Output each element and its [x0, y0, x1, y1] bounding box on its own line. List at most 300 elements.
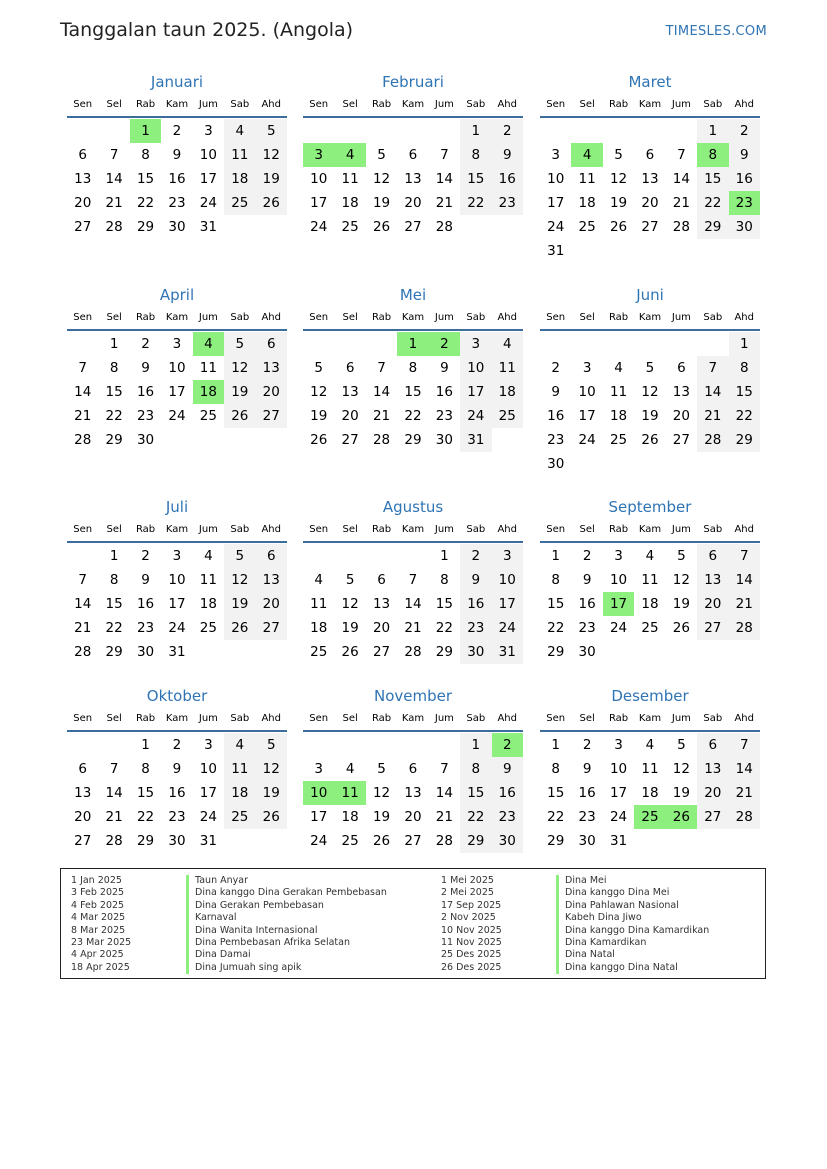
day-cell: 6	[345, 360, 355, 376]
legend-date: 10 Nov 2025	[441, 924, 502, 936]
month-name: Juni	[636, 286, 664, 304]
day-cell: 24	[199, 809, 217, 825]
holiday-day-cell: 1	[397, 332, 428, 356]
day-cell: 31	[460, 428, 491, 452]
day-cell: 11	[199, 572, 217, 588]
day-cell: 26	[224, 616, 255, 640]
day-cell: 9	[172, 147, 182, 163]
day-cell: 19	[609, 195, 628, 211]
empty-cell	[303, 332, 334, 356]
day-cell: 13	[256, 568, 287, 592]
weekday-label: Rab	[608, 312, 629, 323]
weekday-label: Rab	[371, 312, 392, 323]
legend-date: 8 Mar 2025	[71, 924, 126, 936]
legend-date: 1 Mei 2025	[441, 875, 494, 886]
day-cell: 14	[672, 171, 690, 187]
day-cell: 30	[136, 432, 155, 448]
day-cell: 5	[256, 119, 287, 143]
day-cell: 11	[224, 757, 255, 781]
day-cell: 17	[168, 384, 186, 400]
day-cell: 27	[697, 805, 728, 829]
day-cell: 1	[460, 733, 491, 757]
weekday-label: Sab	[703, 312, 723, 323]
day-cell: 7	[78, 360, 87, 376]
day-cell: 19	[256, 167, 287, 191]
legend-holiday-name: Dina kanggo Dina Kamardikan	[556, 925, 709, 937]
weekday-label: Rab	[371, 99, 392, 110]
day-cell: 18	[609, 408, 628, 424]
day-cell: 15	[460, 167, 491, 191]
day-cell: 12	[256, 757, 287, 781]
weekday-label: Sen	[546, 713, 566, 724]
empty-cell	[634, 332, 665, 356]
day-cell: 11	[224, 143, 255, 167]
day-cell: 29	[435, 644, 453, 660]
day-cell: 24	[578, 432, 596, 448]
day-cell: 7	[677, 147, 686, 163]
empty-cell	[397, 733, 428, 757]
day-cell: 6	[408, 761, 418, 777]
day-cell: 1	[141, 737, 150, 753]
day-cell: 3	[582, 360, 592, 376]
day-cell: 8	[109, 572, 119, 588]
day-cell: 27	[74, 219, 92, 235]
weekday-label: Jum	[434, 312, 454, 323]
day-cell: 28	[105, 833, 123, 849]
day-grid	[67, 332, 287, 452]
day-cell: 7	[377, 360, 386, 376]
weekday-header	[540, 94, 760, 118]
day-cell: 2	[460, 544, 491, 568]
weekday-label: Ahd	[497, 713, 517, 724]
day-cell: 29	[136, 833, 155, 849]
legend-date: 18 Apr 2025	[71, 961, 130, 973]
day-cell: 12	[372, 171, 391, 187]
day-cell: 27	[641, 219, 659, 235]
day-cell: 30	[136, 644, 155, 660]
weekday-header	[303, 519, 523, 543]
month-november	[303, 684, 523, 853]
empty-cell	[397, 119, 428, 143]
legend-holiday-name: Dina kanggo Dina Gerakan Pembebasan	[186, 887, 387, 899]
day-cell: 24	[199, 195, 217, 211]
weekday-label: Sel	[579, 524, 595, 535]
day-cell: 27	[372, 644, 391, 660]
weekday-header	[303, 307, 523, 331]
day-cell: 6	[78, 761, 87, 777]
day-cell: 22	[460, 191, 491, 215]
empty-cell	[303, 733, 334, 757]
day-cell: 16	[547, 408, 565, 424]
month-name: Juli	[165, 498, 189, 516]
day-cell: 6	[677, 360, 686, 376]
month-name: April	[159, 286, 195, 304]
legend-holiday-name: Dina Pembebasan Afrika Selatan	[186, 937, 350, 949]
month-april	[67, 283, 287, 452]
day-cell: 1	[551, 737, 560, 753]
day-cell: 29	[547, 833, 565, 849]
day-cell: 16	[460, 592, 491, 616]
month-mei	[303, 283, 523, 452]
day-cell: 12	[641, 384, 659, 400]
weekday-label: Rab	[135, 524, 156, 535]
day-cell: 17	[547, 195, 565, 211]
month-name: Februari	[382, 73, 444, 91]
day-cell: 8	[109, 360, 119, 376]
day-cell: 2	[141, 336, 150, 352]
holiday-day-cell: 8	[697, 143, 728, 167]
day-cell: 7	[729, 733, 760, 757]
weekday-label: Jum	[671, 524, 691, 535]
weekday-label: Ahd	[261, 524, 281, 535]
day-cell: 5	[614, 147, 623, 163]
day-cell: 19	[310, 408, 328, 424]
day-cell: 31	[547, 243, 565, 259]
weekday-label: Sab	[466, 312, 486, 323]
day-cell: 27	[672, 432, 690, 448]
day-cell: 19	[672, 785, 690, 801]
day-cell: 17	[492, 592, 523, 616]
weekday-label: Rab	[608, 524, 629, 535]
weekday-header	[540, 708, 760, 732]
day-cell: 19	[224, 592, 255, 616]
day-cell: 19	[641, 408, 659, 424]
day-cell: 17	[460, 380, 491, 404]
weekday-header	[540, 519, 760, 543]
day-cell: 17	[168, 596, 186, 612]
day-cell: 14	[105, 785, 123, 801]
day-cell: 7	[78, 572, 87, 588]
day-cell: 15	[435, 596, 453, 612]
day-cell: 8	[440, 572, 449, 588]
legend-holiday-name: Dina Gerakan Pembebasan	[186, 900, 324, 912]
weekday-label: Kam	[165, 312, 189, 323]
day-cell: 6	[645, 147, 655, 163]
day-cell: 16	[492, 167, 523, 191]
empty-cell	[634, 119, 665, 143]
weekday-label: Rab	[608, 713, 629, 724]
day-cell: 26	[672, 620, 690, 636]
day-cell: 20	[672, 408, 690, 424]
day-cell: 12	[609, 171, 628, 187]
day-cell: 23	[460, 616, 491, 640]
day-cell: 25	[641, 620, 659, 636]
day-cell: 18	[224, 167, 255, 191]
weekday-label: Sen	[73, 99, 93, 110]
empty-cell	[397, 544, 428, 568]
day-cell: 25	[199, 408, 217, 424]
day-cell: 22	[435, 620, 453, 636]
day-cell: 22	[404, 408, 422, 424]
day-cell: 30	[547, 456, 565, 472]
day-grid	[303, 733, 523, 853]
month-name: November	[373, 687, 453, 705]
day-cell: 27	[256, 616, 287, 640]
weekday-label: Sab	[466, 99, 486, 110]
day-cell: 30	[729, 215, 760, 239]
day-cell: 4	[224, 119, 255, 143]
day-cell: 28	[697, 428, 728, 452]
day-cell: 11	[609, 384, 628, 400]
day-cell: 18	[224, 781, 255, 805]
day-cell: 12	[372, 785, 391, 801]
day-cell: 19	[224, 380, 255, 404]
day-cell: 15	[136, 785, 155, 801]
day-cell: 13	[697, 568, 728, 592]
day-cell: 23	[168, 195, 186, 211]
day-cell: 5	[256, 733, 287, 757]
legend-date: 11 Nov 2025	[441, 936, 502, 948]
day-cell: 22	[105, 408, 123, 424]
day-cell: 8	[551, 761, 560, 777]
page-title: Tanggalan taun 2025. (Angola)	[60, 19, 354, 41]
day-cell: 6	[697, 733, 728, 757]
day-cell: 24	[492, 616, 523, 640]
month-name: September	[608, 498, 692, 516]
day-cell: 27	[404, 833, 422, 849]
day-cell: 20	[372, 620, 391, 636]
legend-holiday-name: Dina Jumuah sing apik	[186, 962, 301, 974]
legend-date: 3 Feb 2025	[71, 887, 125, 899]
weekday-label: Sab	[703, 99, 723, 110]
day-cell: 28	[729, 616, 760, 640]
day-cell: 29	[404, 432, 422, 448]
weekday-label: Rab	[135, 99, 156, 110]
day-cell: 30	[435, 432, 453, 448]
day-cell: 12	[341, 596, 359, 612]
day-cell: 14	[729, 568, 760, 592]
day-cell: 9	[582, 761, 592, 777]
weekday-label: Sab	[703, 524, 723, 535]
day-cell: 7	[440, 147, 449, 163]
holiday-day-cell: 17	[603, 592, 634, 616]
weekday-label: Sab	[230, 524, 250, 535]
weekday-label: Sen	[546, 99, 566, 110]
day-cell: 27	[404, 219, 422, 235]
day-cell: 25	[341, 219, 359, 235]
day-grid	[540, 119, 760, 263]
weekday-label: Kam	[401, 713, 425, 724]
day-cell: 3	[614, 737, 623, 753]
legend-holiday-name: Dina Mei	[556, 875, 607, 887]
day-cell: 26	[224, 404, 255, 428]
day-cell: 20	[74, 195, 92, 211]
weekday-label: Sen	[73, 312, 93, 323]
day-cell: 2	[582, 548, 592, 564]
day-cell: 4	[492, 332, 523, 356]
day-cell: 8	[141, 761, 150, 777]
empty-cell	[366, 733, 397, 757]
weekday-label: Ahd	[734, 713, 754, 724]
day-cell: 8	[729, 356, 760, 380]
day-cell: 13	[74, 171, 92, 187]
day-cell: 18	[578, 195, 596, 211]
weekday-label: Ahd	[734, 312, 754, 323]
month-maret	[540, 70, 760, 263]
day-cell: 2	[582, 737, 592, 753]
day-cell: 5	[677, 548, 686, 564]
weekday-label: Jum	[198, 524, 218, 535]
weekday-label: Jum	[671, 99, 691, 110]
empty-cell	[334, 544, 365, 568]
day-cell: 24	[168, 620, 186, 636]
weekday-header	[67, 708, 287, 732]
weekday-header	[540, 307, 760, 331]
day-cell: 10	[460, 356, 491, 380]
weekday-label: Ahd	[734, 524, 754, 535]
day-cell: 2	[729, 119, 760, 143]
holiday-day-cell: 10	[303, 781, 334, 805]
month-name: Maret	[628, 73, 672, 91]
weekday-label: Kam	[165, 99, 189, 110]
day-cell: 21	[74, 408, 92, 424]
legend-date: 23 Mar 2025	[71, 936, 132, 948]
day-cell: 3	[204, 123, 213, 139]
day-cell: 21	[729, 592, 760, 616]
day-cell: 17	[609, 785, 628, 801]
legend-holiday-name: Taun Anyar	[186, 875, 248, 887]
day-cell: 12	[672, 761, 690, 777]
legend-date: 4 Feb 2025	[71, 899, 125, 911]
day-cell: 9	[172, 761, 182, 777]
day-grid	[303, 332, 523, 452]
day-cell: 30	[460, 640, 491, 664]
empty-cell	[366, 119, 397, 143]
day-cell: 24	[310, 219, 328, 235]
holiday-day-cell: 11	[334, 781, 365, 805]
day-cell: 2	[551, 360, 560, 376]
day-cell: 5	[224, 332, 255, 356]
day-cell: 30	[168, 219, 186, 235]
day-cell: 16	[578, 596, 596, 612]
empty-cell	[334, 733, 365, 757]
day-cell: 14	[372, 384, 391, 400]
holiday-day-cell: 4	[193, 332, 224, 356]
legend-date: 25 Des 2025	[441, 949, 502, 961]
day-cell: 15	[105, 384, 123, 400]
day-cell: 8	[408, 360, 418, 376]
day-cell: 27	[341, 432, 359, 448]
day-cell: 16	[168, 171, 186, 187]
day-cell: 29	[547, 644, 565, 660]
day-cell: 13	[341, 384, 359, 400]
day-cell: 5	[314, 360, 323, 376]
day-cell: 22	[697, 191, 728, 215]
day-cell: 1	[440, 548, 449, 564]
day-cell: 19	[372, 195, 391, 211]
weekday-label: Sab	[466, 524, 486, 535]
day-cell: 25	[492, 404, 523, 428]
weekday-label: Ahd	[261, 99, 281, 110]
weekday-label: Kam	[165, 713, 189, 724]
weekday-label: Sel	[106, 99, 122, 110]
day-cell: 14	[697, 380, 728, 404]
day-cell: 21	[105, 195, 123, 211]
weekday-label: Jum	[434, 524, 454, 535]
day-cell: 17	[578, 408, 596, 424]
month-name: Desember	[611, 687, 689, 705]
day-cell: 8	[460, 757, 491, 781]
day-cell: 22	[105, 620, 123, 636]
day-cell: 20	[641, 195, 659, 211]
day-cell: 10	[609, 761, 628, 777]
day-cell: 7	[729, 544, 760, 568]
day-cell: 22	[136, 195, 155, 211]
day-grid	[540, 544, 760, 664]
weekday-header	[67, 94, 287, 118]
empty-cell	[67, 119, 98, 143]
day-cell: 27	[256, 404, 287, 428]
day-cell: 14	[74, 384, 92, 400]
day-cell: 27	[74, 833, 92, 849]
day-cell: 30	[168, 833, 186, 849]
day-cell: 15	[547, 785, 565, 801]
day-cell: 12	[224, 568, 255, 592]
weekday-label: Sel	[342, 524, 358, 535]
day-cell: 23	[578, 809, 596, 825]
day-cell: 21	[729, 781, 760, 805]
day-cell: 27	[697, 616, 728, 640]
day-cell: 19	[256, 781, 287, 805]
day-cell: 19	[372, 809, 391, 825]
holiday-legend	[60, 868, 766, 979]
day-cell: 17	[199, 171, 217, 187]
day-cell: 10	[492, 568, 523, 592]
weekday-label: Jum	[671, 713, 691, 724]
day-cell: 10	[199, 147, 217, 163]
day-cell: 5	[377, 147, 386, 163]
legend-holiday-name: Dina Pahlawan Nasional	[556, 900, 679, 912]
weekday-label: Sab	[230, 99, 250, 110]
day-cell: 9	[460, 568, 491, 592]
day-cell: 22	[547, 620, 565, 636]
day-cell: 31	[168, 644, 186, 660]
day-cell: 11	[310, 596, 328, 612]
empty-cell	[303, 544, 334, 568]
day-cell: 24	[460, 404, 491, 428]
day-cell: 20	[256, 380, 287, 404]
day-cell: 28	[74, 432, 92, 448]
day-cell: 5	[677, 737, 686, 753]
day-cell: 21	[74, 620, 92, 636]
holiday-day-cell: 1	[130, 119, 161, 143]
day-cell: 16	[136, 596, 155, 612]
weekday-label: Sel	[342, 312, 358, 323]
legend-date: 2 Nov 2025	[441, 912, 496, 924]
day-cell: 31	[609, 833, 628, 849]
day-cell: 2	[141, 548, 150, 564]
day-cell: 4	[645, 737, 655, 753]
day-cell: 11	[641, 761, 659, 777]
weekday-label: Sel	[106, 312, 122, 323]
weekday-label: Sel	[106, 713, 122, 724]
day-cell: 30	[578, 644, 596, 660]
holiday-day-cell: 3	[303, 143, 334, 167]
weekday-label: Ahd	[261, 312, 281, 323]
day-cell: 10	[199, 761, 217, 777]
day-cell: 29	[460, 829, 491, 853]
day-cell: 29	[105, 644, 123, 660]
day-cell: 9	[492, 757, 523, 781]
empty-cell	[666, 332, 697, 356]
day-cell: 2	[492, 119, 523, 143]
holiday-day-cell: 4	[571, 143, 602, 167]
weekday-label: Sen	[309, 524, 329, 535]
day-cell: 7	[697, 356, 728, 380]
brand-link[interactable]: TIMESLES.COM	[665, 24, 767, 39]
day-cell: 15	[729, 380, 760, 404]
day-cell: 11	[578, 171, 596, 187]
